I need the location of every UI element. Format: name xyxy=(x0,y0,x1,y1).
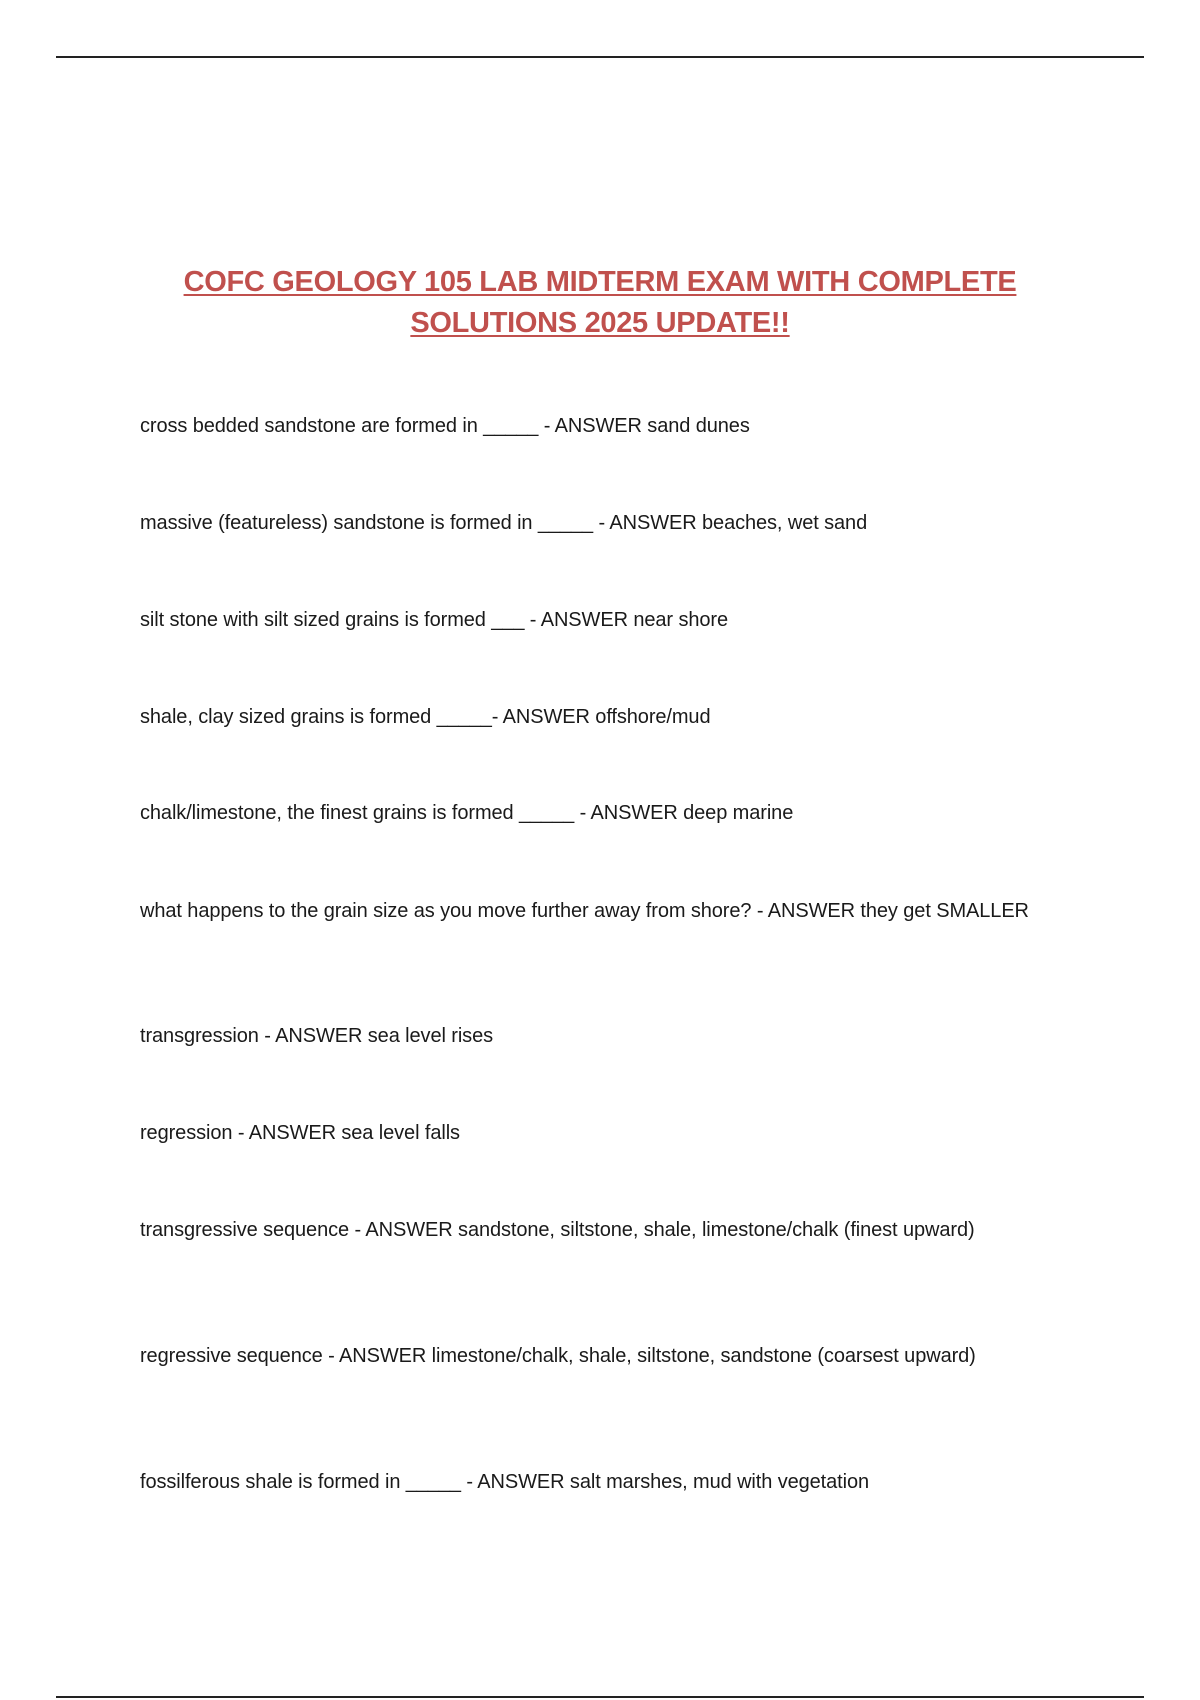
qa-item-1: cross bedded sandstone are formed in _____ - ANSWER sand dunes xyxy=(140,415,750,437)
document-title-line-2: SOLUTIONS 2025 UPDATE!! xyxy=(410,307,790,339)
qa-item-7: transgression - ANSWER sea level rises xyxy=(140,1025,493,1047)
qa-item-4: shale, clay sized grains is formed _____- ANSWER offshore/mud xyxy=(140,706,711,728)
document-title-line-1: COFC GEOLOGY 105 LAB MIDTERM EXAM WITH COMPLETE xyxy=(183,266,1017,298)
qa-item-6: what happens to the grain size as you move further away from shore? - ANSWER they get SMALLER xyxy=(140,900,1029,922)
qa-item-10: regressive sequence - ANSWER limestone/chalk, shale, siltstone, sandstone (coarsest upward) xyxy=(140,1345,976,1367)
qa-item-3: silt stone with silt sized grains is formed ___ - ANSWER near shore xyxy=(140,609,728,631)
qa-item-9: transgressive sequence - ANSWER sandstone, siltstone, shale, limestone/chalk (finest upward) xyxy=(140,1219,975,1241)
footer-rule xyxy=(56,1696,1144,1698)
qa-item-5: chalk/limestone, the finest grains is formed _____ - ANSWER deep marine xyxy=(140,802,794,824)
qa-item-2: massive (featureless) sandstone is formed in _____ - ANSWER beaches, wet sand xyxy=(140,512,868,534)
qa-item-11: fossilferous shale is formed in _____ - ANSWER salt marshes, mud with vegetation xyxy=(140,1471,869,1493)
document-title xyxy=(130,262,1070,344)
qa-item-8: regression - ANSWER sea level falls xyxy=(140,1122,460,1144)
header-rule xyxy=(56,56,1144,58)
